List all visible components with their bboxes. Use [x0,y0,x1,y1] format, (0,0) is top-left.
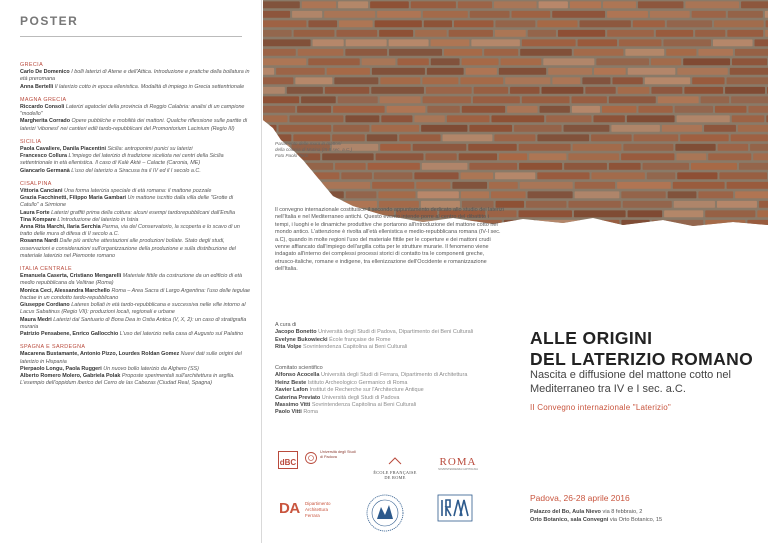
poster-entry [20,224,250,238]
entry-authors: Giuseppe Cordiano [20,302,70,309]
section-sicilia [20,139,250,175]
section-cisalpina [20,181,250,260]
poster-entry [20,104,250,118]
divider [20,36,242,37]
efr-logo: ÉCOLE FRANÇAISE DE ROME [365,452,425,476]
section-heading: ITALIA CENTRALE [20,266,73,273]
event-date: Padova, 26-28 aprile 2016 [530,493,630,503]
caption-credit: Foto Paolo Terzi [275,153,309,158]
person-name: Massimo Vitti [275,402,311,409]
unipd-logo: Università degli Studi di Padova [305,450,357,474]
curators-block [275,322,515,352]
person-name: Heinz Beste [275,379,307,386]
poster-entry [20,153,250,167]
entry-authors: Anna Bertelli [20,83,54,90]
entry-title: Roma – Area Sacra di Largo Argentina: l'uso delle tegulae fractae in un condotto tardo-repubblicano [20,287,250,301]
title-line: DEL LATERIZIO ROMANO [530,349,754,369]
section-heading: MAGNA GRECIA [20,96,67,103]
main-title [530,328,760,370]
person-line [275,387,515,394]
person-affiliation: École française de Rome [327,336,391,343]
poster-entry [20,217,250,224]
poster-entry [20,373,250,387]
entry-authors: Grazia Facchinetti, Filippo Maria Gambari [20,195,127,202]
entry-authors: Emanuela Caserta, Cristiano Mengarelli [20,273,122,280]
entry-title: Dalle più antiche attestazioni alle produzioni bollate. Stato degli studi, osservazioni e considerazioni sull'organizzazione della produzione e sulla distribuzione del materiale laterizio nel Piemonte romano [20,238,236,259]
section-spagna-e-sardegna [20,344,250,387]
entry-title: Laterizi graffiti prima della cottura: alcuni esempi tardorepubblicani dall'Emilia [49,209,235,216]
roma-logo: ROMA SOVRINTENDENZA CAPITOLINA [438,456,478,471]
entry-authors: Margherita Corrado [20,118,71,125]
poster-entry [20,84,250,91]
entry-title: Lateres bollati in età tardo-repubblicana e successiva nelle ville intorno al Lacus Sabatinus (Regio VII): produzioni locali, regionali e urbane [20,302,246,316]
entry-authors: Tina Kompare [20,216,56,223]
photo-caption [275,141,385,159]
poster-sections [20,62,250,393]
entry-authors: Pierpaolo Longu, Paola Ruggeri [20,365,102,372]
person-line [275,409,515,416]
entry-authors: Monica Ceci, Alessandra Marchello [20,287,110,294]
entry-title: Un mattone iscritto dalla villa delle "Grotte di Catullo" a Sirmione [20,195,234,209]
person-name: Alfonso Acocella [275,372,320,379]
person-line [275,329,515,336]
poster-entry [20,188,250,195]
committee-label: Comitato scientifico [275,365,323,371]
person-line [275,380,515,387]
person-name: Evelyne Bukowiecki [275,336,328,343]
entry-title: Laterizi agatoclei della provincia di Reggio Calabria: analisi di un campione "modello" [20,104,245,118]
dai-seal-logo [365,493,405,533]
person-affiliation: Roma [301,409,318,416]
person-name: Caterina Previato [275,394,321,401]
poster-entry [20,210,250,217]
poster-entry [20,168,250,175]
section-italia-centrale [20,266,250,338]
entry-authors: Carlo De Domenico [20,69,70,76]
entry-title: Sicilia: antroponimi punici su laterizi [106,146,193,153]
entry-title: Nuevi dati sulle origini del laterizio in Hispania [20,351,242,365]
person-affiliation: Institut de Recherche sur l'Architecture Antique [308,387,424,394]
curators-label: A cura di [275,322,297,328]
entry-authors: Rosanna Nardi [20,238,59,245]
title-line: ALLE ORIGINI [530,328,653,348]
poster-entry [20,317,250,331]
unipd-seal-icon [305,451,317,465]
poster-entry [20,273,250,287]
section-magna-grecia [20,97,250,133]
person-line [275,344,515,351]
entry-title: L'impiego del laterizio di tradizione siceliota nei centri della Sicilia settentrionale in età ellenistica. Il caso di Kalè Akté – Calacte (Caronia, ME) [20,153,224,167]
poster-entry [20,302,250,316]
iraa-logo [437,494,473,522]
entry-title: Laterizi dal Santuario di Bona Dea in Ostia Antica (V, X, 2): un caso di stratigrafia muraria [20,316,247,330]
poster-entry [20,146,250,153]
person-affiliation: Università degli Studi di Padova, Dipartimento dei Beni Culturali [316,329,474,336]
person-line [275,395,515,402]
intro-paragraph: Il convegno internazionale costituisce il secondo appuntamento dedicato allo studio dei laterizi nell'Italia e nel Mediterraneo antichi. Questo evento intende porre al centro del dibattito i tempi, i luoghi e le dinamiche produttive che portarono all'introduzione del mattone cotto nel mondo antico. L'attenzione è rivolta all'età ellenistica e medio-repubblicana romana (IV-I sec. a.C), quando in molte regioni l'uso del materiale fittile per le coperture e dei mattoni crudi venne affiancato dall'impiego dell'argilla cotta per le strutture murarie. Il fenomeno viene indagato all'interno dei complessi processi storici di contatto tra le componenti greche, etrusco-italiche, romane e indigene, tra ellenizzazione dell'Occidente e romanizzazione dell'Italia. [275,207,505,273]
person-affiliation: Istituto Archeologico Germanico di Roma [306,379,408,386]
entry-authors: Vittoria Canciani [20,188,63,195]
venue-block [530,508,760,524]
entry-title: L'introduzione del laterizio in Istria [55,216,139,223]
poster-entry [20,331,250,338]
venue-line: Palazzo del Bo, Aula Nievo via 8 febbraio, 2 [530,509,643,515]
person-name: Paolo Vitti [275,409,302,416]
entry-authors: Patrizio Pensabene, Enrico Gallocchio [20,330,119,337]
da-ferrara-logo: DA Dipartimento Architettura Ferrara [279,500,331,518]
entry-title: L'uso del laterizio nella casa di Augusto sul Palatino [118,330,244,337]
venue-line: Orto Botanico, sala Convegni via Orto Botanico, 15 [530,517,663,523]
iraa-mark-icon [437,494,473,522]
conference-name: II Convegno internazionale "Laterizio" [530,403,671,412]
section-grecia [20,62,250,91]
poster-heading: POSTER [20,14,79,28]
entry-title: Il laterizio cotto in epoca ellenistica. Modalità di impiego in Grecia settentrionale [53,83,245,90]
person-name: Xavier Lafon [275,387,309,394]
person-name: Rita Volpe [275,344,302,351]
poster-entry [20,195,250,209]
entry-title: Parma, via del Conservatorio, la scoperta e lo scavo di un tratto delle mura di difesa di II secolo a.C. [20,224,240,238]
entry-authors: Giancarlo Germanà [20,167,70,174]
caption-line: della colonia di Mutina (III-II sec. a.C.) [275,147,353,152]
person-affiliation: Università degli Studi di Ferrara, Dipartimento di Architettura [319,372,468,379]
poster-entry [20,288,250,302]
poster-entry [20,238,250,260]
section-heading: GRECIA [20,62,44,68]
section-heading: SPAGNA E SARDEGNA [20,344,86,351]
brick-wall-photo [263,0,768,232]
entry-authors: Maura Medri [20,316,52,323]
person-line [275,402,515,409]
person-line [275,372,515,379]
entry-title: Una forma laterizia speciale di età romana: il mattone pozzale [62,188,212,195]
person-affiliation: Sovrintendenza Capitolina ai Beni Culturali [301,344,408,351]
entry-title: I bolli laterizi di Atene e dell'Attica. Introduzione e pratiche della bollatura in età preromana [20,69,250,83]
subtitle: Nascita e diffusione del mattone cotto nel Mediterraneo tra IV e I sec. a.C. [530,369,731,395]
person-affiliation: Sovrintendenza Capitolina ai Beni Culturali [310,402,417,409]
dbc-logo: dBC [278,451,298,469]
entry-authors: Francesco Collura [20,153,68,160]
entry-authors: Laura Forte [20,209,50,216]
entry-authors: Riccardo Consoli [20,104,65,111]
entry-title: Proposte sperimentali sull'architettura in argilla. L'esempio dell'oppidum iberico del Cerro de las Cabezas (Ciudad Real, Spagna) [20,372,235,387]
efr-crest-icon [388,457,402,465]
person-line [275,337,515,344]
poster-entry [20,69,250,83]
poster-entry [20,118,250,132]
person-name: Jacopo Bonetto [275,329,317,336]
section-heading: SICILIA [20,138,42,145]
entry-authors: Paola Cavaliere, Danila Piacentini [20,146,106,153]
poster-entry [20,351,250,365]
poster-entry [20,366,250,373]
committee-block [275,365,515,417]
entry-title: Un nuovo bollo laterizio da Alghero (SS) [101,365,199,372]
entry-title: Opere pubbliche e mobilità dei mattoni. Qualche riflessione sulle partite di laterizi 'vibonesi' nei cantieri edili tardo-repubblicani del Promontorium Lacinium (Regio III) [20,118,248,132]
entry-title: L'uso del laterizio a Siracusa tra il IV ed il I secolo a.C. [69,167,201,174]
program-column [0,0,262,543]
person-affiliation: Università degli Studi di Padova [320,394,400,401]
entry-authors: Anna Rita Marchi, Ilaria Serchia [20,224,101,231]
section-heading: CISALPINA [20,180,52,187]
dai-seal-icon [365,493,405,533]
entry-authors: Alberto Romero Molero, Gabriela Polak [20,372,121,379]
entry-authors: Macarena Bustamante, Antonio Pizzo, Lourdes Roldan Gomez [20,351,180,358]
caption-line: Paramento delle mura in mattoni [275,141,342,146]
entry-title: Materiale fittile da costruzione da un edificio di età medio repubblicana da Velitrae (Roma) [20,273,243,287]
